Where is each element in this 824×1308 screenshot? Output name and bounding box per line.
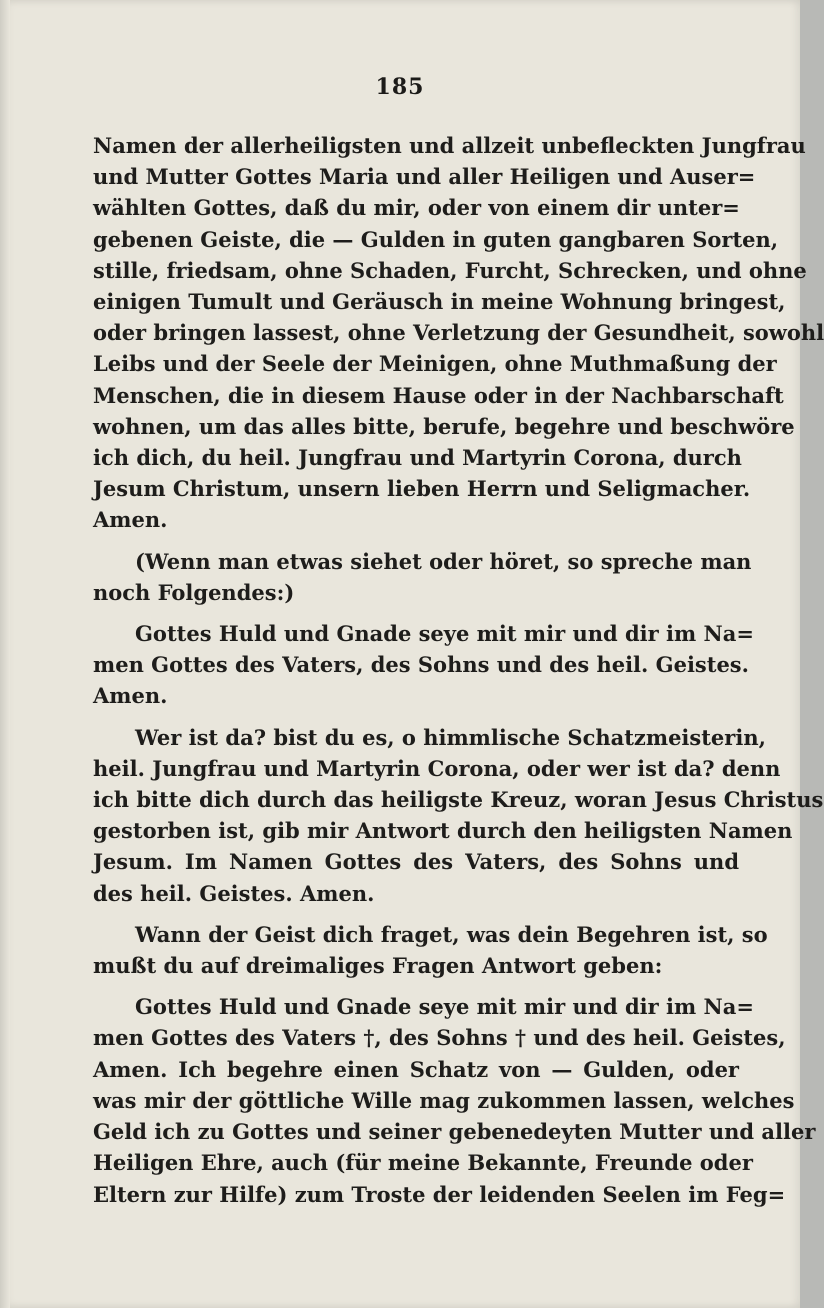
body-text — [93, 130, 824, 1210]
page-gutter-shadow — [0, 0, 10, 1308]
text-line: einigen Tumult und Geräusch in meine Wohnung bringest, — [93, 289, 786, 315]
paragraph — [93, 546, 752, 608]
text-line: Amen. — [93, 683, 168, 709]
text-line: Leibs und der Seele der Meinigen, ohne Muthmaßung der — [93, 351, 777, 377]
text-line: des heil. Geistes. Amen. — [93, 880, 375, 906]
text-line: was mir der göttliche Wille mag zukommen lassen, welches — [93, 1087, 795, 1113]
text-line: Heiligen Ehre, auch (für meine Bekannte, Freunde oder — [93, 1150, 753, 1176]
text-line: ich dich, du heil. Jungfrau und Martyrin Corona, durch — [93, 445, 742, 471]
text-line: Wann der Geist dich fraget, was dein Begehren ist, so — [135, 921, 768, 947]
text-line: Menschen, die in diesem Hause oder in der Nachbarschaft — [93, 382, 784, 408]
text-line: Jesum. Im Namen Gottes des Vaters, des Sohns und — [93, 849, 739, 875]
paragraph — [93, 722, 824, 909]
text-line: oder bringen lassest, ohne Verletzung der Gesundheit, sowohl — [93, 320, 824, 346]
text-line: Amen. — [93, 507, 168, 533]
text-line: men Gottes des Vaters, des Sohns und des heil. Geistes. — [93, 652, 749, 678]
text-line: noch Folgendes:) — [93, 579, 295, 605]
paragraph-gap — [93, 712, 739, 722]
paragraph — [93, 130, 824, 536]
paragraph — [93, 919, 768, 981]
text-line: Amen. Ich begehre einen Schatz von — Gulden, oder — [93, 1056, 739, 1082]
page-number: 185 — [375, 74, 425, 100]
text-line: wählten Gottes, daß du mir, oder von einem dir unter= — [93, 195, 740, 221]
text-line: gebenen Geiste, die — Gulden in guten gangbaren Sorten, — [93, 226, 779, 252]
text-line: men Gottes des Vaters †, des Sohns † und des heil. Geistes, — [93, 1025, 786, 1051]
paragraph-gap — [93, 909, 739, 919]
paragraph — [93, 618, 754, 712]
text-line: mußt du auf dreimaliges Fragen Antwort geben: — [93, 953, 663, 979]
paragraph-gap — [93, 608, 739, 618]
text-line: heil. Jungfrau und Martyrin Corona, oder wer ist da? denn — [93, 755, 781, 781]
text-line: (Wenn man etwas siehet oder höret, so spreche man — [135, 548, 752, 574]
text-line: ich bitte dich durch das heiligste Kreuz, woran Jesus Christus — [93, 787, 824, 813]
text-line: und Mutter Gottes Maria und aller Heiligen und Auser= — [93, 164, 756, 190]
text-line: Eltern zur Hilfe) zum Troste der leidenden Seelen im Feg= — [93, 1181, 786, 1207]
paragraph-gap — [93, 536, 739, 546]
text-line: Gottes Huld und Gnade seye mit mir und dir im Na= — [135, 621, 754, 647]
paragraph-gap — [93, 981, 739, 991]
text-line: Namen der allerheiligsten und allzeit unbefleckten Jungfrau — [93, 133, 806, 158]
text-line: wohnen, um das alles bitte, berufe, begehre und beschwöre — [93, 413, 795, 439]
paragraph — [93, 991, 816, 1209]
text-line: stille, friedsam, ohne Schaden, Furcht, Schrecken, und ohne — [93, 257, 807, 283]
text-line: gestorben ist, gib mir Antwort durch den heiligsten Namen — [93, 818, 793, 844]
text-line: Jesum Christum, unsern lieben Herrn und Seligmacher. — [93, 476, 751, 502]
text-line: Wer ist da? bist du es, o himmlische Schatzmeisterin, — [135, 724, 766, 750]
text-line: Gottes Huld und Gnade seye mit mir und dir im Na= — [135, 994, 754, 1020]
text-line: Geld ich zu Gottes und seiner gebenedeyten Mutter und aller — [93, 1119, 816, 1145]
